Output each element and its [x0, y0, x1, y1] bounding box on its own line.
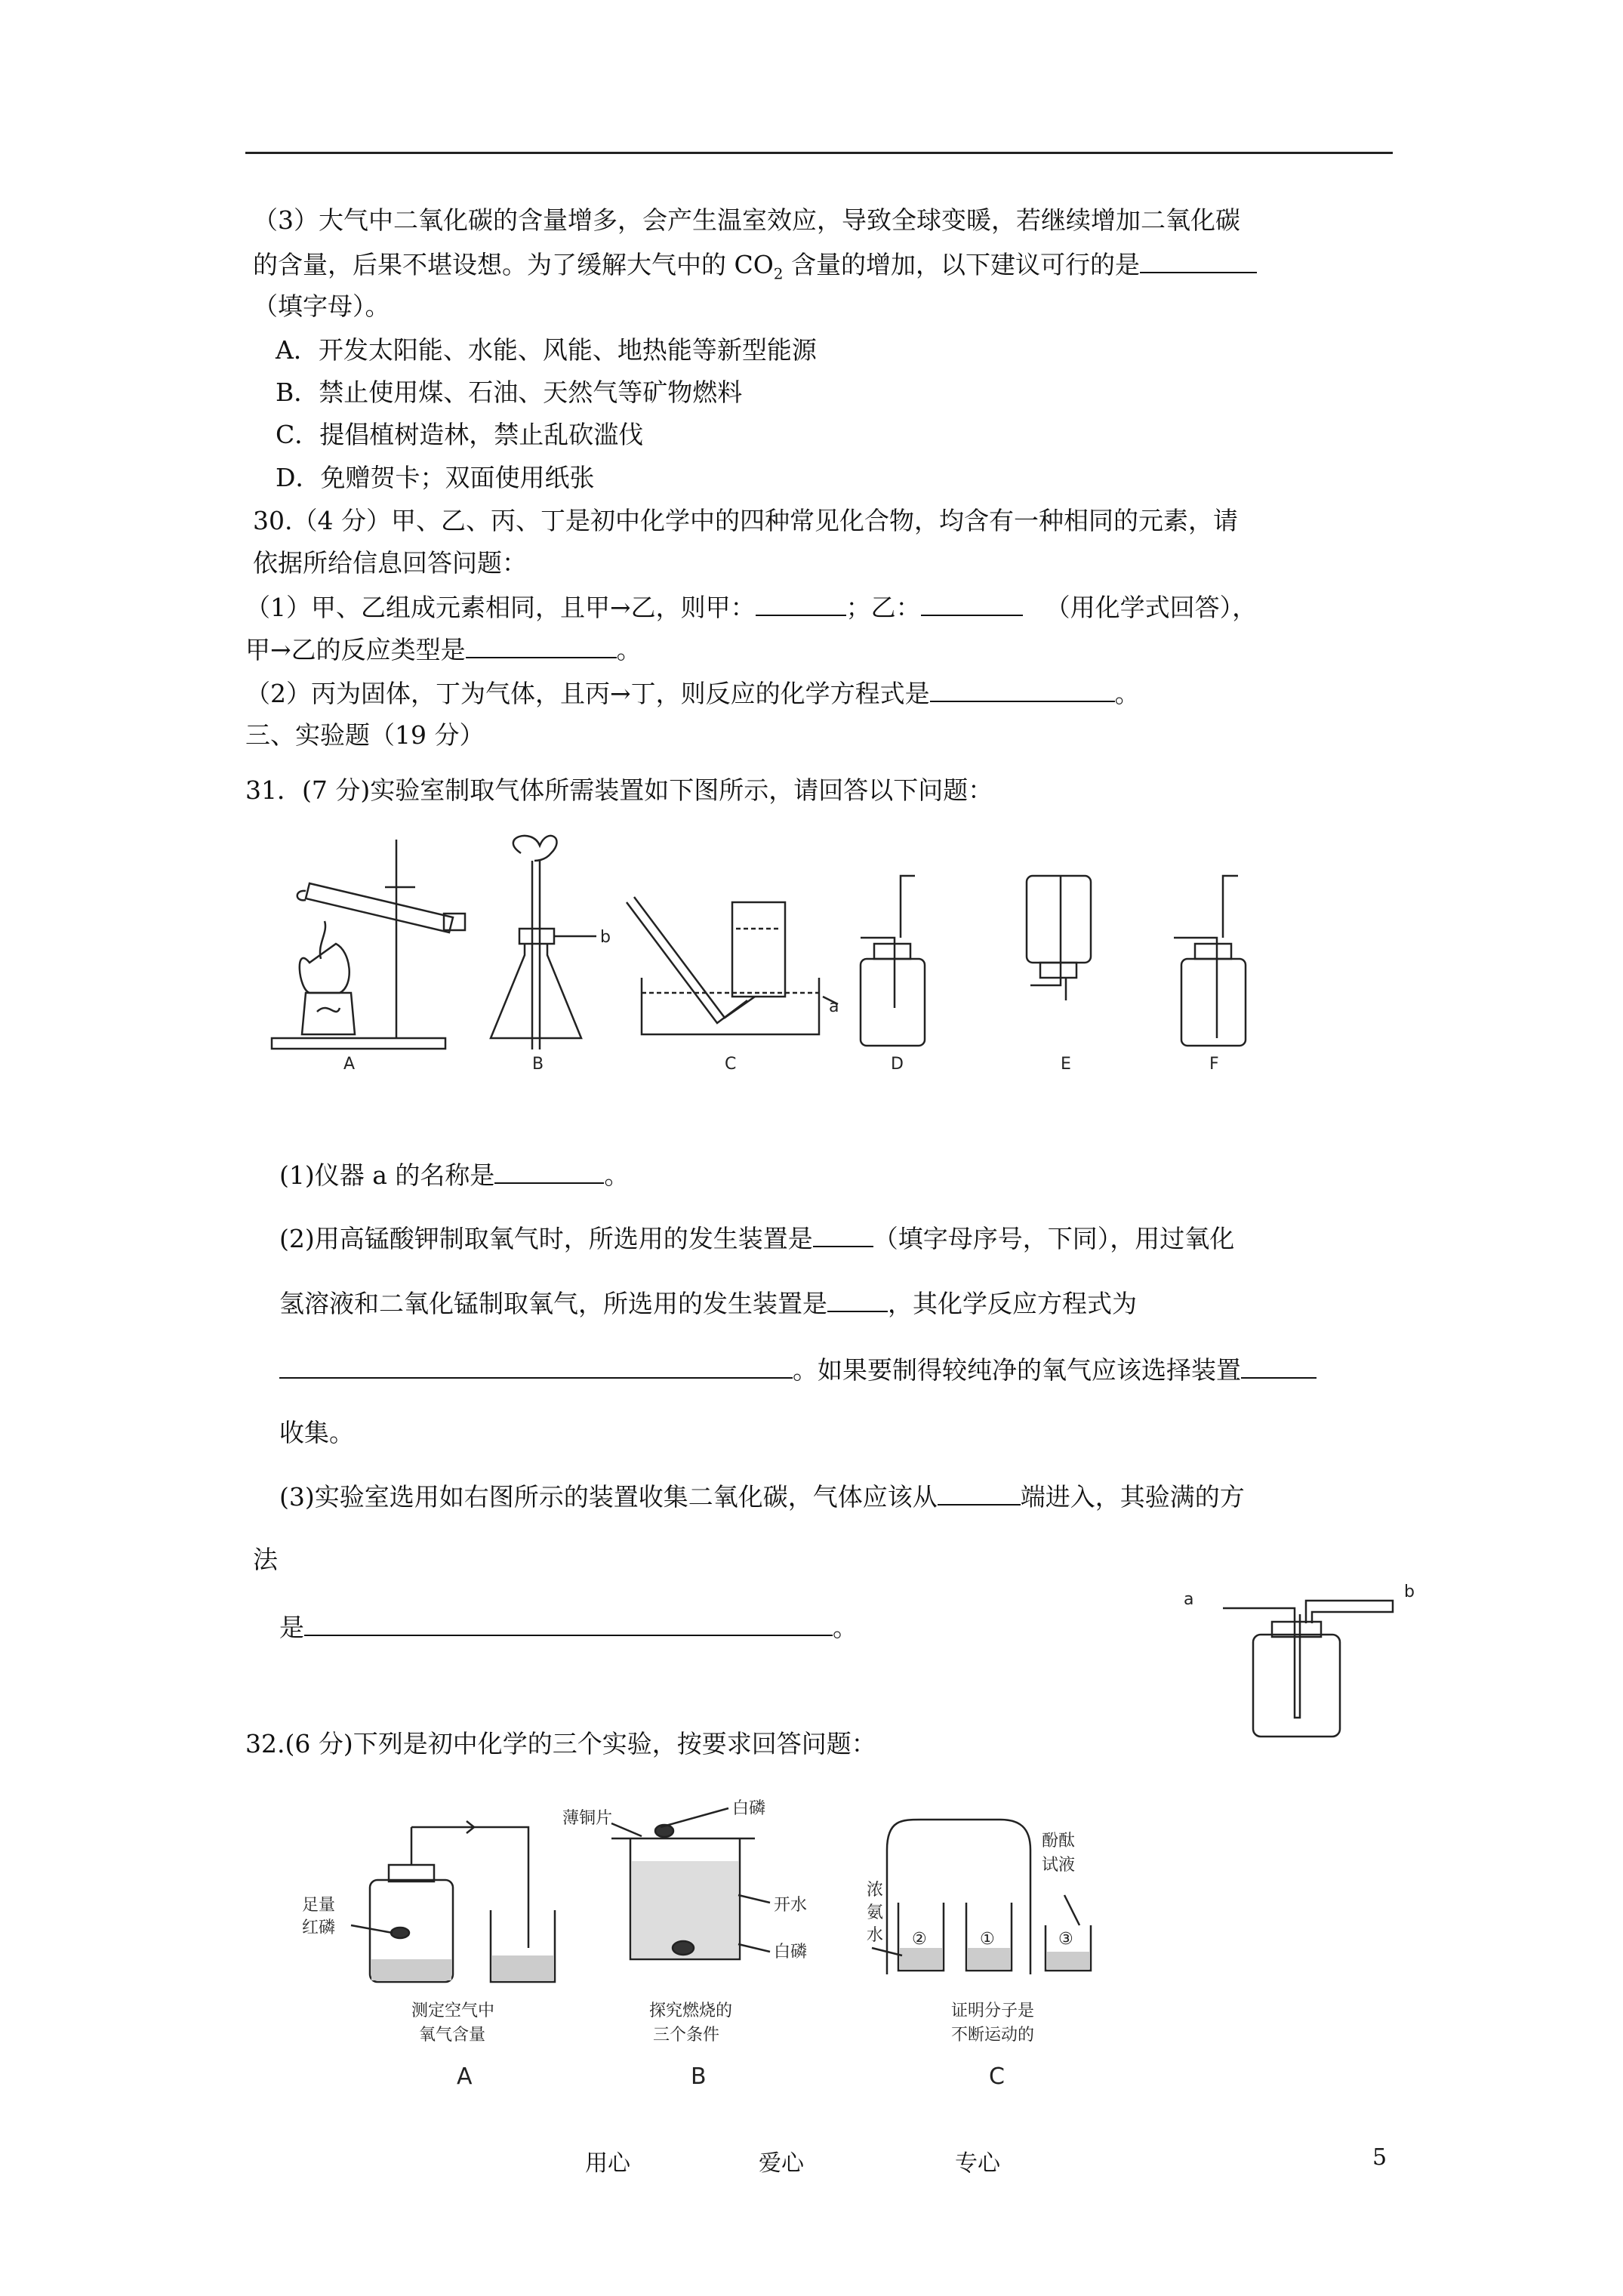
- answer-blank[interactable]: [921, 592, 1023, 616]
- q29-3-line2: 的含量，后果不堪设想。为了缓解大气中的 $CO_2$ 含量的增加，以下建议可行的是: [253, 249, 1257, 289]
- label-e: E: [1061, 1055, 1071, 1074]
- q30-line2: 依据所给信息回答问题：: [253, 548, 527, 578]
- q31-part1: (1)仪器 a 的名称是 。: [279, 1160, 630, 1190]
- exp-a-caption-1: 测定空气中: [411, 2002, 495, 2020]
- answer-blank[interactable]: [466, 634, 617, 658]
- q31-apparatus-figure: [264, 831, 1291, 1117]
- label-f: F: [1209, 1055, 1219, 1074]
- q31-part2-line4: 收集。: [279, 1418, 354, 1447]
- exp-c-ammonia-2: 氨: [867, 1903, 884, 1922]
- footer-text-3: 专心: [955, 2150, 1000, 2177]
- q32-title: 32.(6 分)下列是初中化学的三个实验，按要求回答问题：: [245, 1729, 876, 1758]
- exp-b-label-water: 开水: [774, 1896, 808, 1915]
- page-number: 5: [1372, 2144, 1387, 2171]
- label-small-a: a: [829, 997, 839, 1016]
- apparatus-d: [861, 876, 925, 1046]
- answer-blank[interactable]: [494, 1160, 604, 1184]
- answer-blank[interactable]: [938, 1481, 1021, 1505]
- exp-b-letter: B: [691, 2063, 707, 2090]
- exp-c-ammonia-3: 水: [867, 1926, 884, 1945]
- exp-b-caption-1: 探究燃烧的: [649, 2002, 733, 2020]
- label-d: D: [891, 1055, 904, 1074]
- header-rule: [245, 152, 1393, 154]
- exp-c-caption-2: 不断运动的: [951, 2026, 1035, 2045]
- option-b: B．禁止使用煤、石油、天然气等矿物燃料: [276, 378, 743, 407]
- side-label-b: b: [1404, 1583, 1415, 1601]
- apparatus-f: [1174, 876, 1246, 1046]
- exp-c-ammonia-1: 浓: [867, 1881, 884, 1900]
- exp-b-label-copper: 薄铜片: [562, 1809, 613, 1828]
- label-small-b: b: [600, 928, 611, 947]
- exp-a-label-1: 足量: [302, 1896, 336, 1915]
- q30-part2: （2）丙为固体，丁为气体，且丙→丁，则反应的化学方程式是 。: [245, 679, 1140, 708]
- q30-part1-b: 甲→乙的反应类型是 。: [245, 635, 642, 664]
- option-d: D．免赠贺卡；双面使用纸张: [276, 463, 595, 492]
- q31-part3-line3: 是 。: [279, 1613, 858, 1642]
- answer-blank[interactable]: [930, 678, 1115, 702]
- answer-blank[interactable]: [304, 1612, 833, 1636]
- exp-c-caption-1: 证明分子是: [951, 2002, 1035, 2020]
- apparatus-e: [1027, 876, 1091, 1000]
- experiment-a: [351, 1821, 555, 1982]
- answer-blank[interactable]: [813, 1223, 873, 1247]
- q31-part3-line1: (3)实验室选用如右图所示的装置收集二氧化碳，气体应该从 端进入，其验满的方: [279, 1482, 1245, 1512]
- exp-a-caption-2: 氧气含量: [419, 2026, 486, 2045]
- option-a: A．开发太阳能、水能、风能、地热能等新型能源: [276, 335, 817, 365]
- exp-c-beaker-2: ②: [912, 1930, 927, 1949]
- answer-blank[interactable]: [279, 1354, 793, 1379]
- exp-b-label-wp1: 白磷: [732, 1799, 766, 1818]
- label-b: B: [532, 1055, 544, 1074]
- answer-blank[interactable]: [1241, 1354, 1317, 1379]
- label-c: C: [725, 1055, 737, 1074]
- answer-blank[interactable]: [1140, 249, 1257, 273]
- side-label-a: a: [1184, 1590, 1194, 1609]
- exp-b-caption-2: 三个条件: [653, 2026, 720, 2045]
- gas-collection-bottle-figure: [1170, 1570, 1427, 1744]
- q29-3-line1: （3）大气中二氧化碳的含量增多，会产生温室效应，导致全球变暖，若继续增加二氧化碳: [253, 205, 1240, 235]
- experiment-b: [611, 1808, 770, 1959]
- exp-c-beaker-1: ①: [980, 1930, 995, 1949]
- answer-blank[interactable]: [827, 1288, 888, 1312]
- q31-title: 31．(7 分)实验室制取气体所需装置如下图所示，请回答以下问题：: [245, 775, 993, 805]
- footer-text-2: 爱心: [759, 2150, 804, 2177]
- exp-c-beaker-3: ③: [1058, 1930, 1073, 1949]
- apparatus-c: [627, 897, 838, 1034]
- q31-part2-line3: 。如果要制得较纯净的氧气应该选择装置: [279, 1354, 1317, 1385]
- q29-3-line3: （填字母）。: [253, 291, 390, 321]
- section-3-heading: 三、实验题（19 分）: [245, 720, 485, 750]
- q30-line1: 30.（4 分）甲、乙、丙、丁是初中化学中的四种常见化合物，均含有一种相同的元素，请: [253, 506, 1238, 535]
- answer-blank[interactable]: [756, 592, 846, 616]
- q31-part3-line2: 法: [253, 1545, 278, 1574]
- exp-c-phenol-1: 酚酞: [1042, 1832, 1076, 1851]
- q31-part2-line2: 氢溶液和二氧化锰制取氧气，所选用的发生装置是 ，其化学反应方程式为: [279, 1289, 1137, 1318]
- apparatus-a: [272, 840, 465, 1049]
- label-a: A: [343, 1055, 356, 1074]
- q30-part1: （1）甲、乙组成元素相同，且甲→乙，则甲： ；乙： （用化学式回答），: [245, 593, 1258, 622]
- q31-part2-line1: (2)用高锰酸钾制取氧气时，所选用的发生装置是 （填字母序号，下同），用过氧化: [279, 1224, 1235, 1253]
- exp-a-label-2: 红磷: [302, 1918, 336, 1937]
- exp-a-letter: A: [457, 2063, 473, 2090]
- apparatus-b: [491, 836, 596, 1049]
- exp-c-letter: C: [989, 2063, 1005, 2090]
- footer-text-1: 用心: [585, 2150, 630, 2177]
- exp-b-label-wp2: 白磷: [774, 1943, 808, 1962]
- exp-c-phenol-2: 试液: [1042, 1856, 1076, 1875]
- q32-experiments-figure: [287, 1797, 1163, 2114]
- option-c: C．提倡植树造林，禁止乱砍滥伐: [276, 420, 644, 449]
